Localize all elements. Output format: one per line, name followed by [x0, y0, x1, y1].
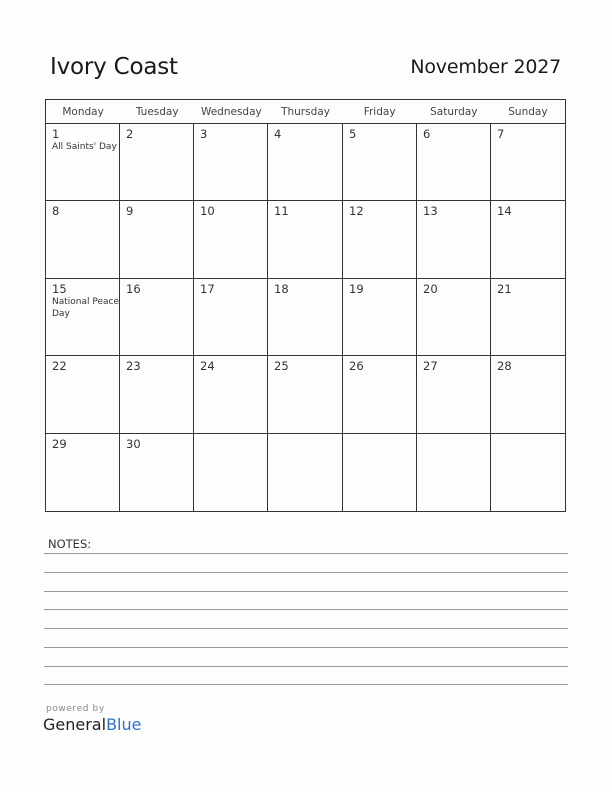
weekday-header-friday: Friday	[363, 106, 396, 118]
day-cell	[268, 279, 343, 356]
day-cell	[120, 201, 194, 279]
day-cell	[194, 124, 268, 201]
day-number: 8	[52, 204, 60, 218]
day-cell	[268, 356, 343, 434]
day-cell	[120, 124, 194, 201]
day-number: 10	[200, 204, 215, 218]
day-cell	[120, 356, 194, 434]
day-cell	[46, 279, 120, 356]
day-cell	[491, 201, 565, 279]
brand-general: General	[43, 715, 107, 734]
day-cell	[417, 201, 491, 279]
brand-name	[43, 715, 141, 734]
day-cell	[491, 434, 565, 511]
day-cell	[491, 356, 565, 434]
day-number: 27	[423, 359, 438, 373]
day-cell	[46, 356, 120, 434]
day-number: 7	[497, 127, 505, 141]
weekday-header-sunday: Sunday	[508, 106, 548, 118]
day-cell	[491, 279, 565, 356]
powered-by-text: powered by	[46, 704, 105, 714]
day-cell	[343, 279, 417, 356]
day-number: 18	[274, 282, 289, 296]
day-cell	[417, 356, 491, 434]
month-year-title: November 2027	[410, 56, 561, 78]
note-line	[44, 684, 568, 685]
day-cell	[417, 279, 491, 356]
note-line	[44, 647, 568, 648]
day-cell	[194, 201, 268, 279]
day-cell	[194, 356, 268, 434]
day-number: 5	[349, 127, 357, 141]
day-number: 16	[126, 282, 141, 296]
day-number: 23	[126, 359, 141, 373]
day-cell	[194, 434, 268, 511]
day-number: 13	[423, 204, 438, 218]
day-number: 21	[497, 282, 512, 296]
day-cell	[120, 434, 194, 511]
day-cell	[46, 201, 120, 279]
day-number: 12	[349, 204, 364, 218]
day-number: 28	[497, 359, 512, 373]
day-number: 15	[52, 282, 67, 296]
day-number: 3	[200, 127, 208, 141]
country-title: Ivory Coast	[50, 54, 178, 80]
day-number: 26	[349, 359, 364, 373]
note-line	[44, 591, 568, 592]
weekday-header-saturday: Saturday	[430, 106, 478, 118]
brand-logo	[43, 704, 141, 734]
day-number: 22	[52, 359, 67, 373]
day-number: 6	[423, 127, 431, 141]
day-number: 19	[349, 282, 364, 296]
note-line	[44, 628, 568, 629]
day-cell	[343, 356, 417, 434]
day-cell	[343, 124, 417, 201]
note-line	[44, 609, 568, 610]
day-cell	[417, 434, 491, 511]
day-cell	[46, 124, 120, 201]
holiday-label: National Peace Day	[52, 297, 120, 319]
day-cell	[343, 201, 417, 279]
day-number: 17	[200, 282, 215, 296]
day-number: 24	[200, 359, 215, 373]
weekday-header-row	[46, 100, 565, 124]
day-cell	[491, 124, 565, 201]
day-cell	[417, 124, 491, 201]
day-number: 11	[274, 204, 289, 218]
day-number: 29	[52, 437, 67, 451]
day-cell	[120, 279, 194, 356]
day-cell	[194, 279, 268, 356]
holiday-label: All Saints' Day	[52, 142, 117, 152]
day-number: 14	[497, 204, 512, 218]
weekday-header-thursday: Thursday	[281, 106, 330, 118]
day-number: 9	[126, 204, 134, 218]
day-number: 20	[423, 282, 438, 296]
calendar-body	[46, 124, 565, 512]
note-line	[44, 666, 568, 667]
note-line	[44, 553, 568, 554]
day-number: 30	[126, 437, 141, 451]
day-number: 1	[52, 127, 60, 141]
day-cell	[343, 434, 417, 511]
calendar-grid	[45, 99, 566, 512]
notes-label: NOTES:	[48, 537, 92, 551]
day-cell	[46, 434, 120, 511]
day-cell	[268, 434, 343, 511]
weekday-header-tuesday: Tuesday	[135, 106, 179, 118]
note-line	[44, 572, 568, 573]
weekday-header-wednesday: Wednesday	[200, 106, 262, 118]
day-number: 2	[126, 127, 134, 141]
day-cell	[268, 124, 343, 201]
day-number: 25	[274, 359, 289, 373]
day-number: 4	[274, 127, 282, 141]
brand-blue: Blue	[106, 715, 142, 734]
weekday-header-monday: Monday	[62, 106, 104, 118]
day-cell	[268, 201, 343, 279]
